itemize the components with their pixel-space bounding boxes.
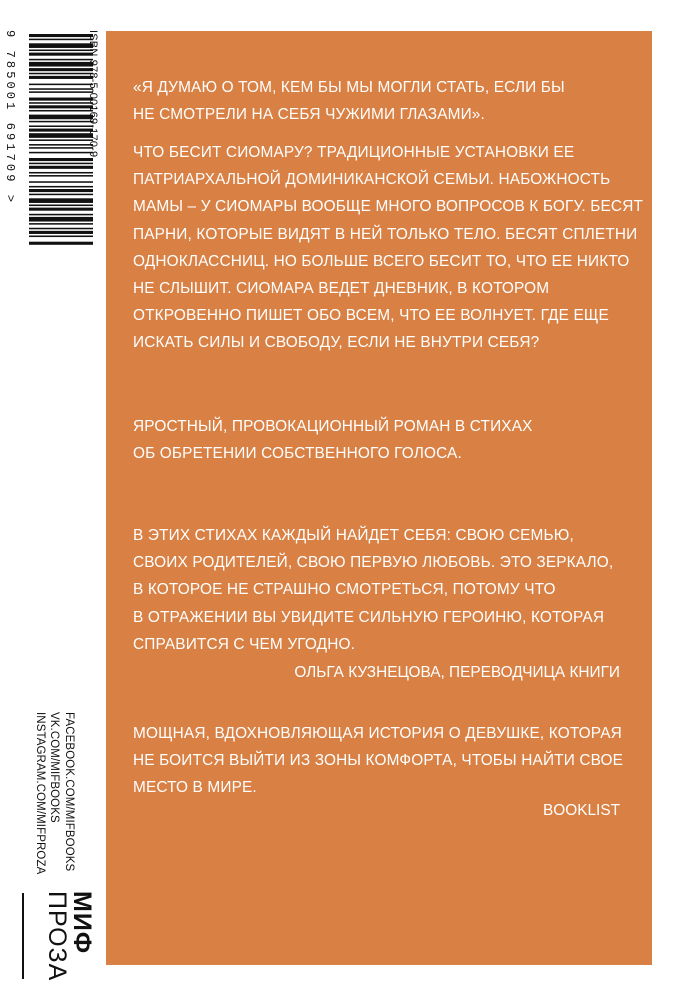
barcode-bar bbox=[29, 189, 93, 192]
review-translator-attribution: ОЛЬГА КУЗНЕЦОВА, ПЕРЕВОДЧИЦА КНИГИ bbox=[294, 664, 620, 681]
barcode-bar bbox=[29, 129, 93, 132]
barcode-bar bbox=[29, 105, 93, 108]
barcode-bar bbox=[29, 223, 93, 225]
barcode-bar bbox=[29, 50, 93, 52]
barcode-bar bbox=[29, 115, 93, 120]
review-line: СВОИХ РОДИТЕЛЕЙ, СВОЮ ПЕРВУЮ ЛЮБОВЬ. ЭТО ЗЕРКАЛО, bbox=[133, 554, 614, 572]
publisher-name: МИФ bbox=[68, 891, 96, 955]
social-vk: VK.COM/MIFBOOKS bbox=[48, 712, 61, 823]
review-booklist-attribution: BOOKLIST bbox=[543, 802, 620, 819]
review-line: СПРАВИТСЯ С ЧЕМ УГОДНО. bbox=[133, 635, 356, 653]
barcode-bar bbox=[29, 133, 93, 138]
social-facebook: FACEBOOK.COM/MIFBOOKS bbox=[63, 712, 75, 872]
synopsis-line: ПАРНИ, КОТОРЫЕ ВИДЯТ В НЕЙ ТОЛЬКО ТЕЛО. БЕСЯТ СПЛЕТНИ bbox=[133, 225, 638, 243]
barcode-bar bbox=[29, 228, 93, 230]
review-line: МЕСТО В МИРЕ. bbox=[133, 779, 257, 797]
barcode-bar bbox=[29, 84, 93, 86]
review-line: В КОТОРОЕ НЕ СТРАШНО СМОТРЕТЬСЯ, ПОТОМУ ЧТО bbox=[133, 581, 556, 599]
barcode-bar bbox=[29, 166, 93, 169]
barcode-bar bbox=[29, 236, 93, 238]
barcode bbox=[7, 30, 95, 250]
barcode-bar bbox=[29, 59, 93, 61]
tagline-line: ОБ ОБРЕТЕНИИ СОБСТВЕННОГО ГОЛОСА. bbox=[133, 445, 462, 463]
synopsis-line: ЧТО БЕСИТ СИОМАРУ? ТРАДИЦИОННЫЕ УСТАНОВКИ ЕЕ bbox=[133, 144, 575, 161]
synopsis-line: МАМЫ – У СИОМАРЫ ВООБЩЕ МНОГО ВОПРОСОВ К БОГУ. БЕСЯТ bbox=[133, 198, 644, 216]
barcode-bar bbox=[29, 39, 93, 41]
barcode-bar bbox=[29, 102, 93, 104]
barcode-bar bbox=[29, 186, 93, 188]
barcode-bar bbox=[29, 91, 93, 93]
barcode-bar bbox=[29, 194, 93, 196]
epigraph-quote bbox=[133, 74, 633, 128]
barcode-bar bbox=[29, 175, 93, 177]
barcode-bar bbox=[29, 172, 93, 174]
barcode-bar bbox=[29, 214, 93, 216]
synopsis-line: ПАТРИАРХАЛЬНОЙ ДОМИНИКАНСКОЙ СЕМЬИ. НАБОЖНОСТЬ bbox=[133, 171, 611, 189]
barcode-bar bbox=[29, 68, 93, 71]
ean-digits: 9 785001 691709 > bbox=[3, 30, 17, 206]
barcode-bar bbox=[29, 43, 93, 48]
barcode-bar bbox=[29, 144, 93, 146]
review-booklist bbox=[133, 720, 633, 802]
barcode-bar bbox=[29, 98, 93, 101]
quote-line: НЕ СМОТРЕЛИ НА СЕБЯ ЧУЖИМИ ГЛАЗАМИ». bbox=[133, 106, 485, 124]
barcode-bar bbox=[29, 73, 93, 75]
barcode-bar bbox=[29, 217, 93, 222]
barcode-bar bbox=[29, 125, 93, 127]
barcode-bar bbox=[29, 34, 93, 37]
synopsis-line: НЕ СЛЫШИТ. СИОМАРА ВЕДЕТ ДНЕВНИК, В КОТОРОМ bbox=[133, 280, 550, 298]
barcode-bar bbox=[29, 242, 93, 245]
tagline bbox=[133, 413, 633, 467]
barcode-bar bbox=[29, 139, 93, 141]
barcode-bar bbox=[29, 121, 93, 123]
barcode-bar bbox=[29, 205, 93, 207]
synopsis-line: ИСКАТЬ СИЛЫ И СВОБОДУ, ЕСЛИ НЕ ВНУТРИ СЕБЯ? bbox=[133, 334, 540, 352]
logo-rule bbox=[22, 893, 24, 979]
quote-line: «Я ДУМАЮ О ТОМ, КЕМ БЫ МЫ МОГЛИ СТАТЬ, ЕСЛИ БЫ bbox=[133, 79, 565, 96]
tagline-line: ЯРОСТНЫЙ, ПРОВОКАЦИОННЫЙ РОМАН В СТИХАХ bbox=[133, 418, 533, 435]
barcode-bar bbox=[29, 88, 93, 90]
barcode-bar bbox=[29, 163, 93, 165]
barcode-bar bbox=[29, 110, 93, 112]
barcode-bar bbox=[29, 158, 93, 161]
barcode-bar bbox=[29, 208, 93, 211]
barcode-bar bbox=[29, 53, 93, 56]
social-instagram: INSTAGRAM.COM/MIFPROZA bbox=[34, 712, 46, 875]
barcode-bar bbox=[29, 152, 93, 154]
publisher-logo bbox=[22, 887, 102, 997]
review-line: В ЭТИХ СТИХАХ КАЖДЫЙ НАЙДЕТ СЕБЯ: СВОЮ СЕМЬЮ, bbox=[133, 527, 574, 544]
barcode-bars bbox=[7, 30, 95, 250]
barcode-bar bbox=[29, 62, 93, 67]
review-line: МОЩНАЯ, ВДОХНОВЛЯЮЩАЯ ИСТОРИЯ О ДЕВУШКЕ, КОТОРАЯ bbox=[133, 725, 622, 742]
isbn-label: ISBN 978-5-00169-170-9 bbox=[87, 30, 99, 158]
barcode-bar bbox=[29, 147, 93, 149]
barcode-bar bbox=[29, 231, 93, 234]
review-translator bbox=[133, 522, 633, 658]
left-strip bbox=[0, 0, 106, 1000]
publisher-imprint: ПРОЗА bbox=[43, 891, 71, 982]
review-line: В ОТРАЖЕНИИ ВЫ УВИДИТЕ СИЛЬНУЮ ГЕРОИНЮ, КОТОРАЯ bbox=[133, 608, 605, 626]
barcode-bar bbox=[29, 76, 93, 79]
barcode-bar bbox=[29, 198, 93, 203]
review-line: НЕ БОИТСЯ ВЫЙТИ ИЗ ЗОНЫ КОМФОРТА, ЧТОБЫ НАЙТИ СВОЕ bbox=[133, 752, 624, 770]
synopsis-line: ОДНОКЛАССНИЦ. НО БОЛЬШЕ ВСЕГО БЕСИТ ТО, ЧТО ЕЕ НИКТО bbox=[133, 252, 630, 270]
barcode-bar bbox=[29, 181, 93, 183]
synopsis bbox=[133, 139, 644, 357]
synopsis-line: ОТКРОВЕННО ПИШЕТ ОБО ВСЕМ, ЧТО ЕЕ ВОЛНУЕТ. ГДЕ ЕЩЕ bbox=[133, 307, 609, 325]
